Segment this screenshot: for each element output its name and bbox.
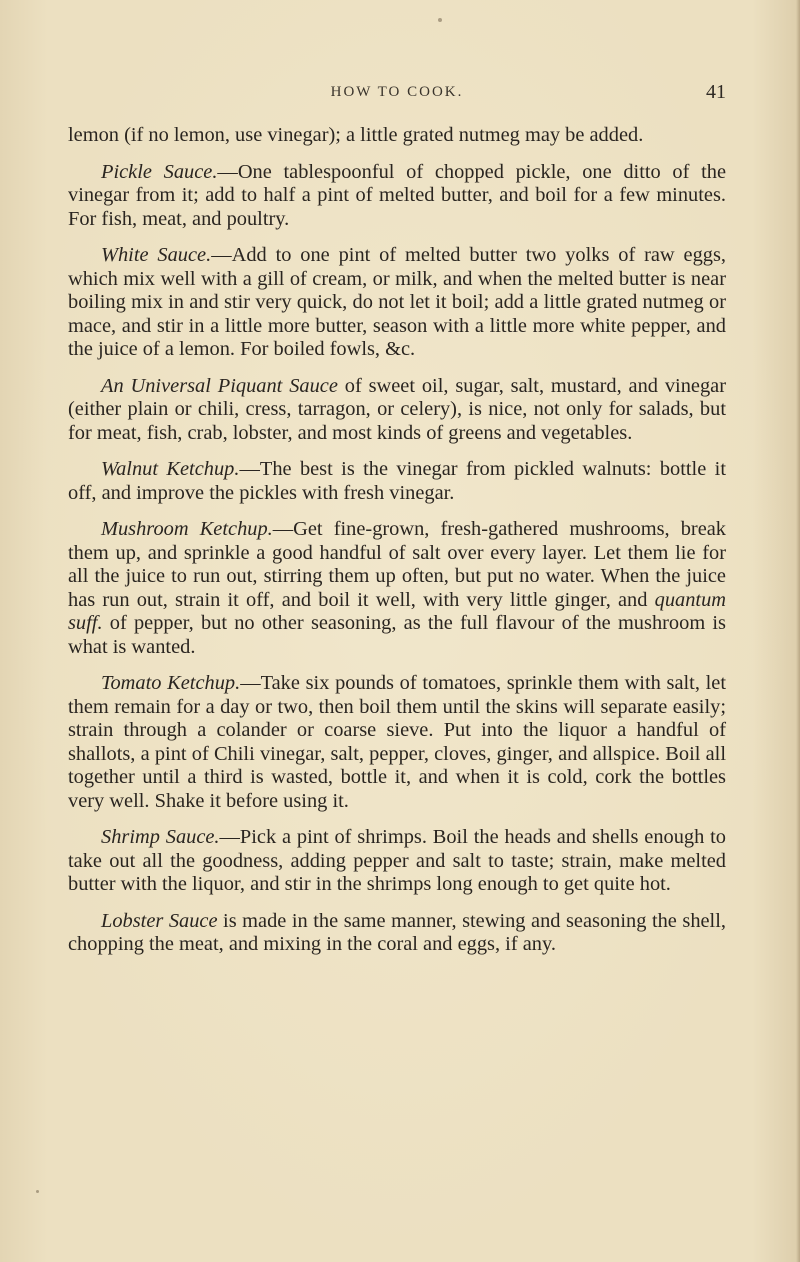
paragraph-text: lemon (if no lemon, use vinegar); a little grated nutmeg may be added. xyxy=(68,124,644,146)
body-text xyxy=(68,124,726,970)
page-header xyxy=(68,81,726,108)
recipe-tomato-ketchup xyxy=(68,672,726,813)
recipe-walnut-ketchup xyxy=(68,458,726,505)
latin-phrase: quantum suff. xyxy=(68,588,726,634)
paper-speck xyxy=(36,1190,39,1193)
page-number: 41 xyxy=(706,81,726,103)
recipe-mushroom-ketchup xyxy=(68,518,726,659)
recipe-heading: Shrimp Sauce. xyxy=(101,826,220,848)
recipe-heading: Lobster Sauce xyxy=(101,909,218,932)
recipe-shrimp-sauce xyxy=(68,826,726,897)
recipe-heading: White Sauce. xyxy=(101,244,212,266)
recipe-universal-piquant-sauce xyxy=(68,375,726,446)
recipe-lobster-sauce xyxy=(68,910,726,957)
recipe-text: —Get fine-grown, fresh-gathered mushrooms, break them up, and sprinkle a good handful of salt over every layer. Let them lie for all the juice to run out, stirring them up often, but put no water. When the juice has run out, strain it off, and boil it well, with very little ginger, and xyxy=(68,518,726,611)
recipe-text: of sweet oil, sugar, salt, mustard, and vinegar (either plain or chili, cress, tarragon, or celery), is nice, not only for salads, but for meat, fish, crab, lobster, and most kinds of greens and vegetables. xyxy=(68,374,726,444)
paper-speck xyxy=(449,130,451,133)
paragraph-continuation xyxy=(68,124,726,148)
page-edge-shadow xyxy=(796,0,800,1262)
recipe-text: —One tablespoonful of chopped pickle, one ditto of the vinegar from it; add to half a pint of melted butter, and boil for a few minutes. For fish, meat, and poultry. xyxy=(68,160,727,230)
recipe-heading: Tomato Ketchup. xyxy=(101,672,241,694)
paper-speck xyxy=(438,18,442,22)
recipe-heading: Mushroom Ketchup. xyxy=(101,518,273,540)
recipe-heading: Walnut Ketchup. xyxy=(101,458,240,480)
recipe-text: is made in the same manner, stewing and seasoning the shell, chopping the meat, and mixing in the coral and eggs, if any. xyxy=(68,909,726,955)
recipe-text: —Take six pounds of tomatoes, sprinkle them with salt, let them remain for a day or two, then boil them until the skins will separate easily; strain through a colander or coarse sieve. Put into the liquor a handful of shallots, a pint of Chili vinegar, salt, pepper, cloves, ginger, and allspice. Boil all together until a third is wasted, bottle it, and when it is cold, cork the bottles very well. Shake it before using it. xyxy=(68,672,727,812)
recipe-text: —The best is the vinegar from pickled walnuts: bottle it off, and improve the pickles with fresh vinegar. xyxy=(68,458,726,504)
recipe-heading: Pickle Sauce. xyxy=(101,160,218,183)
recipe-text: —Pick a pint of shrimps. Boil the heads and shells enough to take out all the goodness, adding pepper and salt to taste; strain, make melted butter with the liquor, and stir in the shrimps long enough to get quite hot. xyxy=(68,826,726,895)
running-head: HOW TO COOK. xyxy=(330,84,464,100)
recipe-heading: An Universal Piquant Sauce xyxy=(101,374,338,397)
recipe-text: —Add to one pint of melted butter two yolks of raw eggs, which mix well with a gill of cream, or milk, and when the melted butter is near boiling mix in and stir very quick, do not let it boil; add a little grated nutmeg or mace, and stir in a little more butter, season with a little more white pepper, and the juice of a lemon. For boiled fowls, &c. xyxy=(68,244,726,360)
recipe-pickle-sauce xyxy=(68,161,726,232)
recipe-white-sauce xyxy=(68,244,726,362)
recipe-text-end: of pepper, but no other seasoning, as the full flavour of the mushroom is what is wanted. xyxy=(68,612,726,658)
